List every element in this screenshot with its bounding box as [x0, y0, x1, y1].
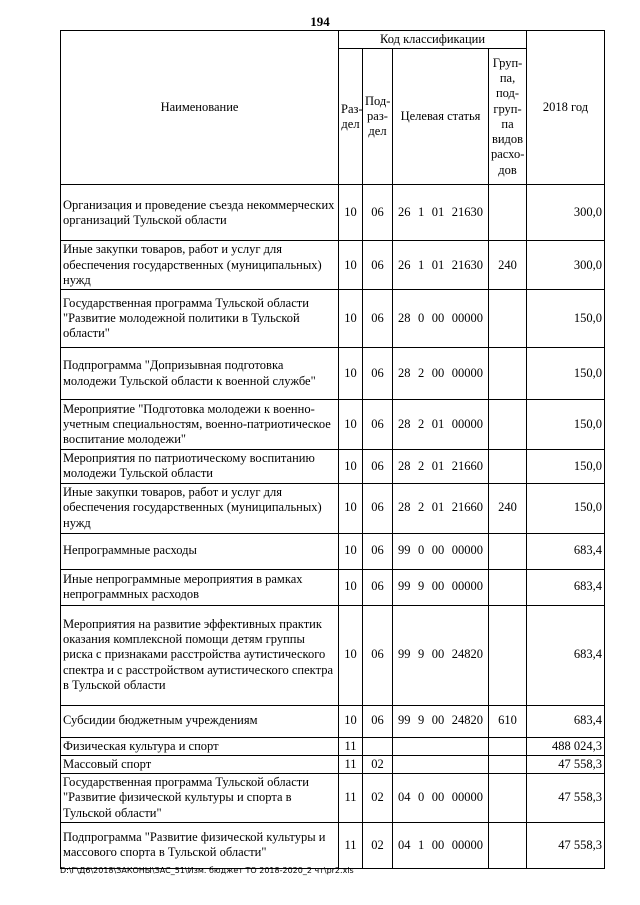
- row-podrazdel: 02: [363, 774, 393, 823]
- header-razdel: Раз- дел: [339, 49, 363, 185]
- table-row: [61, 348, 605, 400]
- row-name: Подпрограмма "Допризывная подготовка молодежи Тульской области к военной службе": [61, 348, 339, 400]
- row-name: Иные закупки товаров, работ и услуг для обеспечения государственных (муниципальных) нужд: [61, 483, 339, 533]
- row-amount: 683,4: [527, 705, 605, 737]
- row-tselevaya-statya: [393, 450, 489, 484]
- row-tselevaya-statya: [393, 185, 489, 241]
- row-razdel: 10: [339, 400, 363, 450]
- row-name: Мероприятия по патриотическому воспитанию молодежи Тульской области: [61, 450, 339, 484]
- table-row: [61, 605, 605, 705]
- header-gruppa-vidov-raskhodov: Груп- па, под- груп- па видов расхо- дов: [489, 49, 527, 185]
- row-amount: 683,4: [527, 533, 605, 569]
- row-podrazdel: 06: [363, 483, 393, 533]
- row-vid-raskhodov: [489, 569, 527, 605]
- file-path-footer: D:\Г\Д6\2018\ЗАКОНЫ\ЗАС_51\Изм. бюджет ТО 2018-2020_2 чт\pr2.xls: [60, 866, 354, 875]
- statya-part: 0: [418, 543, 425, 558]
- row-name: Государственная программа Тульской области "Развитие физической культуры и спорта в Тульской области": [61, 774, 339, 823]
- statya-part: 04: [398, 837, 411, 852]
- row-vid-raskhodov: [489, 755, 527, 773]
- row-vid-raskhodov: [489, 450, 527, 484]
- statya-part: 00000: [451, 790, 483, 805]
- row-name: Субсидии бюджетным учреждениям: [61, 705, 339, 737]
- statya-part: 0: [418, 310, 425, 325]
- row-amount: 150,0: [527, 450, 605, 484]
- statya-part: 99: [398, 647, 411, 662]
- statya-part: 00: [431, 713, 445, 728]
- statya-part: 00000: [451, 416, 483, 431]
- row-vid-raskhodov: [489, 400, 527, 450]
- row-name: Непрограммные расходы: [61, 533, 339, 569]
- statya-part: 00000: [451, 579, 483, 594]
- row-podrazdel: [363, 737, 393, 755]
- table-row: [61, 737, 605, 755]
- row-amount: 300,0: [527, 241, 605, 290]
- statya-part: 00: [431, 543, 445, 558]
- statya-part: 01: [431, 458, 445, 473]
- table-row: [61, 569, 605, 605]
- statya-part: 00000: [451, 365, 483, 380]
- row-razdel: 10: [339, 290, 363, 348]
- row-vid-raskhodov: [489, 822, 527, 868]
- row-amount: 47 558,3: [527, 822, 605, 868]
- statya-part: 24820: [451, 713, 483, 728]
- row-vid-raskhodov: [489, 185, 527, 241]
- statya-part: 21630: [451, 205, 483, 220]
- statya-part: 2: [418, 365, 425, 380]
- budget-table: [60, 30, 605, 869]
- row-razdel: 10: [339, 450, 363, 484]
- row-tselevaya-statya: [393, 241, 489, 290]
- row-vid-raskhodov: [489, 290, 527, 348]
- row-razdel: 10: [339, 185, 363, 241]
- row-name: Иные закупки товаров, работ и услуг для обеспечения государственных (муниципальных) нужд: [61, 241, 339, 290]
- row-tselevaya-statya: [393, 822, 489, 868]
- statya-part: 01: [431, 205, 445, 220]
- statya-part: 28: [398, 365, 411, 380]
- statya-part: 9: [418, 579, 425, 594]
- table-row: [61, 755, 605, 773]
- row-podrazdel: 06: [363, 185, 393, 241]
- row-razdel: 10: [339, 605, 363, 705]
- row-name: Мероприятия на развитие эффективных практик оказания комплексной помощи детям группы риска с признаками расстройства аутистического спектра и с расстройством аутистического спектра в Тульской области: [61, 605, 339, 705]
- header-year: 2018 год: [527, 31, 605, 185]
- row-amount: 150,0: [527, 483, 605, 533]
- statya-part: 21630: [451, 257, 483, 272]
- header-classification: Код классификации: [339, 31, 527, 49]
- row-vid-raskhodov: [489, 348, 527, 400]
- statya-part: 00: [431, 579, 445, 594]
- row-amount: 150,0: [527, 400, 605, 450]
- table-body: [61, 185, 605, 869]
- row-podrazdel: 06: [363, 241, 393, 290]
- table-row: [61, 705, 605, 737]
- statya-part: 1: [418, 205, 425, 220]
- row-podrazdel: 06: [363, 533, 393, 569]
- table-row: [61, 533, 605, 569]
- statya-part: 28: [398, 310, 411, 325]
- row-podrazdel: 06: [363, 605, 393, 705]
- table-row: [61, 400, 605, 450]
- row-amount: 300,0: [527, 185, 605, 241]
- row-razdel: 11: [339, 737, 363, 755]
- statya-part: 00: [431, 310, 445, 325]
- row-podrazdel: 02: [363, 822, 393, 868]
- row-tselevaya-statya: [393, 774, 489, 823]
- statya-part: 99: [398, 579, 411, 594]
- statya-part: 99: [398, 713, 411, 728]
- row-amount: 150,0: [527, 290, 605, 348]
- row-podrazdel: 06: [363, 450, 393, 484]
- statya-part: 00: [431, 647, 445, 662]
- statya-part: 2: [418, 500, 425, 515]
- row-amount: 683,4: [527, 569, 605, 605]
- statya-part: 1: [418, 257, 425, 272]
- row-name: Организация и проведение съезда некоммерческих организаций Тульской области: [61, 185, 339, 241]
- row-name: Массовый спорт: [61, 755, 339, 773]
- statya-part: 00000: [451, 543, 483, 558]
- row-razdel: 11: [339, 774, 363, 823]
- statya-part: 00000: [451, 310, 483, 325]
- statya-part: 9: [418, 713, 425, 728]
- statya-part: 01: [431, 257, 445, 272]
- row-amount: 488 024,3: [527, 737, 605, 755]
- table-row: [61, 185, 605, 241]
- row-tselevaya-statya: [393, 737, 489, 755]
- row-tselevaya-statya: [393, 755, 489, 773]
- row-amount: 47 558,3: [527, 774, 605, 823]
- header-tselevaya-statya: Целевая статья: [393, 49, 489, 185]
- statya-part: 00000: [451, 837, 483, 852]
- statya-part: 24820: [451, 647, 483, 662]
- table-row: [61, 290, 605, 348]
- statya-part: 99: [398, 543, 411, 558]
- row-vid-raskhodov: 240: [489, 483, 527, 533]
- statya-part: 26: [398, 257, 411, 272]
- row-tselevaya-statya: [393, 705, 489, 737]
- row-razdel: 11: [339, 755, 363, 773]
- statya-part: 28: [398, 500, 411, 515]
- table-row: [61, 483, 605, 533]
- statya-part: 28: [398, 458, 411, 473]
- row-razdel: 10: [339, 348, 363, 400]
- row-razdel: 10: [339, 569, 363, 605]
- row-name: Государственная программа Тульской области "Развитие молодежной политики в Тульской области": [61, 290, 339, 348]
- table-header: [61, 31, 605, 185]
- row-vid-raskhodov: 240: [489, 241, 527, 290]
- statya-part: 00: [431, 790, 445, 805]
- row-tselevaya-statya: [393, 483, 489, 533]
- table-row: [61, 241, 605, 290]
- statya-part: 0: [418, 790, 425, 805]
- row-name: Подпрограмма "Развитие физической культуры и массового спорта в Тульской области": [61, 822, 339, 868]
- statya-part: 26: [398, 205, 411, 220]
- header-podrazdel: Под- раз- дел: [363, 49, 393, 185]
- row-vid-raskhodov: 610: [489, 705, 527, 737]
- row-vid-raskhodov: [489, 605, 527, 705]
- table-row: [61, 450, 605, 484]
- row-razdel: 11: [339, 822, 363, 868]
- statya-part: 04: [398, 790, 411, 805]
- row-tselevaya-statya: [393, 569, 489, 605]
- row-podrazdel: 06: [363, 569, 393, 605]
- row-podrazdel: 06: [363, 290, 393, 348]
- statya-part: 21660: [451, 500, 483, 515]
- row-podrazdel: 02: [363, 755, 393, 773]
- row-vid-raskhodov: [489, 533, 527, 569]
- table-row: [61, 822, 605, 868]
- row-razdel: 10: [339, 705, 363, 737]
- statya-part: 2: [418, 416, 425, 431]
- row-razdel: 10: [339, 483, 363, 533]
- row-tselevaya-statya: [393, 400, 489, 450]
- statya-part: 00: [431, 365, 445, 380]
- statya-part: 28: [398, 416, 411, 431]
- row-name: Иные непрограммные мероприятия в рамках непрограммных расходов: [61, 569, 339, 605]
- row-amount: 150,0: [527, 348, 605, 400]
- row-podrazdel: 06: [363, 400, 393, 450]
- statya-part: 00: [431, 837, 445, 852]
- statya-part: 9: [418, 647, 425, 662]
- row-name: Мероприятие "Подготовка молодежи к военно-учетным специальностям, военно-патриотическое воспитание молодежи": [61, 400, 339, 450]
- row-tselevaya-statya: [393, 290, 489, 348]
- row-tselevaya-statya: [393, 605, 489, 705]
- header-name: Наименование: [61, 31, 339, 185]
- statya-part: 21660: [451, 458, 483, 473]
- row-vid-raskhodov: [489, 737, 527, 755]
- statya-part: 01: [431, 416, 445, 431]
- row-vid-raskhodov: [489, 774, 527, 823]
- row-name: Физическая культура и спорт: [61, 737, 339, 755]
- row-amount: 47 558,3: [527, 755, 605, 773]
- row-tselevaya-statya: [393, 533, 489, 569]
- statya-part: 1: [418, 837, 425, 852]
- row-amount: 683,4: [527, 605, 605, 705]
- statya-part: 2: [418, 458, 425, 473]
- row-razdel: 10: [339, 533, 363, 569]
- row-razdel: 10: [339, 241, 363, 290]
- row-podrazdel: 06: [363, 348, 393, 400]
- row-podrazdel: 06: [363, 705, 393, 737]
- page-number: 194: [310, 14, 330, 29]
- row-tselevaya-statya: [393, 348, 489, 400]
- statya-part: 01: [431, 500, 445, 515]
- table-row: [61, 774, 605, 823]
